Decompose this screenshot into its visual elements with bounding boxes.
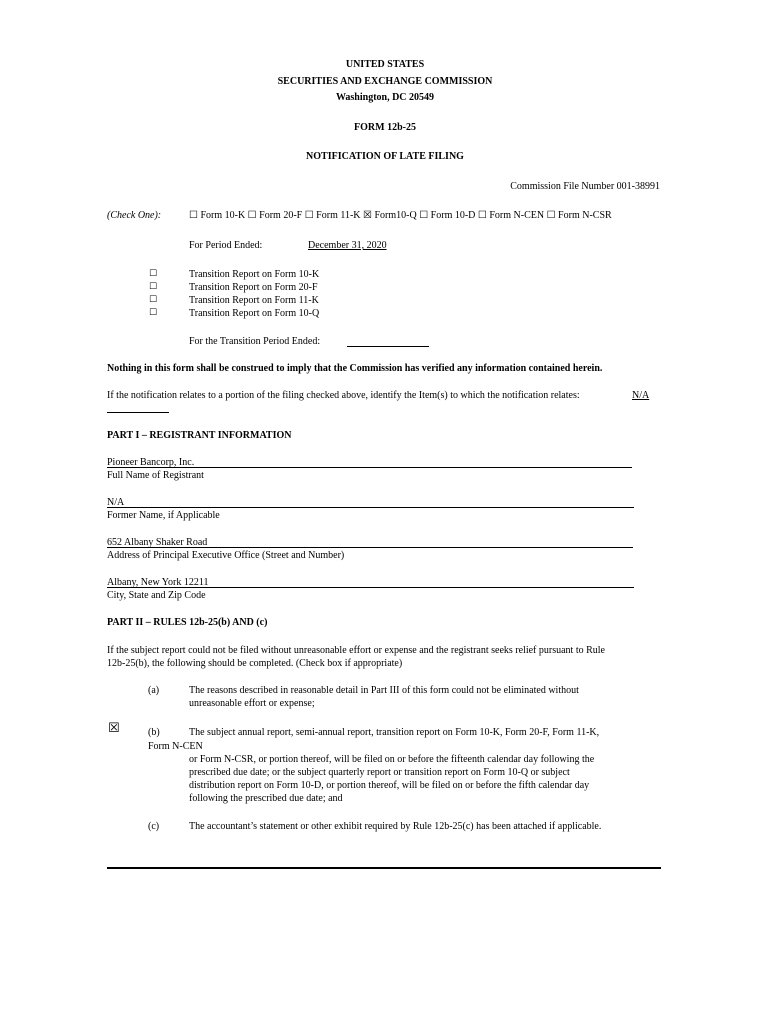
header-sec: SECURITIES AND EXCHANGE COMMISSION [277,76,493,87]
notification-title: NOTIFICATION OF LATE FILING [306,151,464,162]
bottom-divider [107,867,661,869]
item-b-checked-box-icon: ☒ [108,721,120,736]
item-b-line2: Form N-CEN [148,741,203,752]
header-united-states: UNITED STATES [345,59,425,70]
item-b-line6: following the prescribed due date; and [189,793,343,804]
address-line [107,547,633,548]
address-value: 652 Albany Shaker Road [107,537,208,548]
checkbox-icon: ☐ [149,282,158,292]
transition-period-blank [347,346,429,347]
item-c-label: (c) [148,821,160,832]
city-caption: City, State and Zip Code [107,590,206,601]
item-b-line5: distribution report on Form 10-D, or portion thereof, will be filed on or before the fifth calendar day [189,780,590,791]
item-b-line3: or Form N-CSR, or portion thereof, will be filed on or before the fifteenth calendar day following the [189,754,595,765]
checkbox-icon: ☐ [149,295,158,305]
transition-report-11k: Transition Report on Form 11-K [189,295,319,306]
transition-report-10k: Transition Report on Form 10-K [189,269,320,280]
checkbox-icon: ☐ [149,269,158,279]
former-name-value: N/A [107,497,125,508]
header-washington: Washington, DC 20549 [335,92,435,103]
registrant-name-value: Pioneer Bancorp, Inc. [107,457,195,468]
registrant-name-line [107,467,632,468]
transition-report-20f: Transition Report on Form 20-F [189,282,318,293]
part2-intro-line1: If the subject report could not be filed without unreasonable effort or expense and the registrant seeks relief pursuant to Rule [107,645,605,656]
transition-period-label: For the Transition Period Ended: [189,336,321,347]
transition-report-10q: Transition Report on Form 10-Q [189,308,320,319]
city-value: Albany, New York 12211 [107,577,209,588]
portion-underline [107,412,169,413]
registrant-name-caption: Full Name of Registrant [107,470,204,481]
part2-title: PART II – RULES 12b-25(b) AND (c) [107,617,268,628]
item-a-line2: unreasonable effort or expense; [189,698,315,709]
form-title: FORM 12b-25 [354,122,416,133]
item-c-line1: The accountant’s statement or other exhibit required by Rule 12b-25(c) has been attached if applicable. [189,821,602,832]
form-type-options: ☐ Form 10-K ☐ Form 20-F ☐ Form 11-K ☒ Form10-Q ☐ Form 10-D ☐ Form N-CEN ☐ Form N-CSR [189,210,612,221]
part2-intro-line2: 12b-25(b), the following should be completed. (Check box if appropriate) [107,658,403,669]
check-one-label: (Check One): [107,210,162,221]
checkbox-icon: ☐ [149,308,158,318]
item-a-line1: The reasons described in reasonable detail in Part III of this form could not be eliminated without [189,685,579,696]
item-b-line4: prescribed due date; or the subject quarterly report or transition report on Form 10-Q or subject [189,767,570,778]
period-ended-value: December 31, 2020 [308,240,387,251]
item-b-line1: The subject annual report, semi-annual report, transition report on Form 10-K, Form 20-F, Form 11-K, [189,727,600,738]
former-name-line [107,507,634,508]
city-line [107,587,634,588]
portion-text: If the notification relates to a portion of the filing checked above, identify the Item(s) to which the notification relates: [107,390,580,401]
item-a-label: (a) [148,685,160,696]
former-name-caption: Former Name, if Applicable [107,510,220,521]
address-caption: Address of Principal Executive Office (Street and Number) [107,550,345,561]
period-ended-label: For Period Ended: [189,240,263,251]
commission-file-number: Commission File Number 001-38991 [510,181,660,192]
disclaimer: Nothing in this form shall be construed to imply that the Commission has verified any information contained herein. [107,363,603,374]
item-b-label: (b) [148,727,160,738]
part1-title: PART I – REGISTRANT INFORMATION [107,430,292,441]
portion-value: N/A [632,390,650,401]
